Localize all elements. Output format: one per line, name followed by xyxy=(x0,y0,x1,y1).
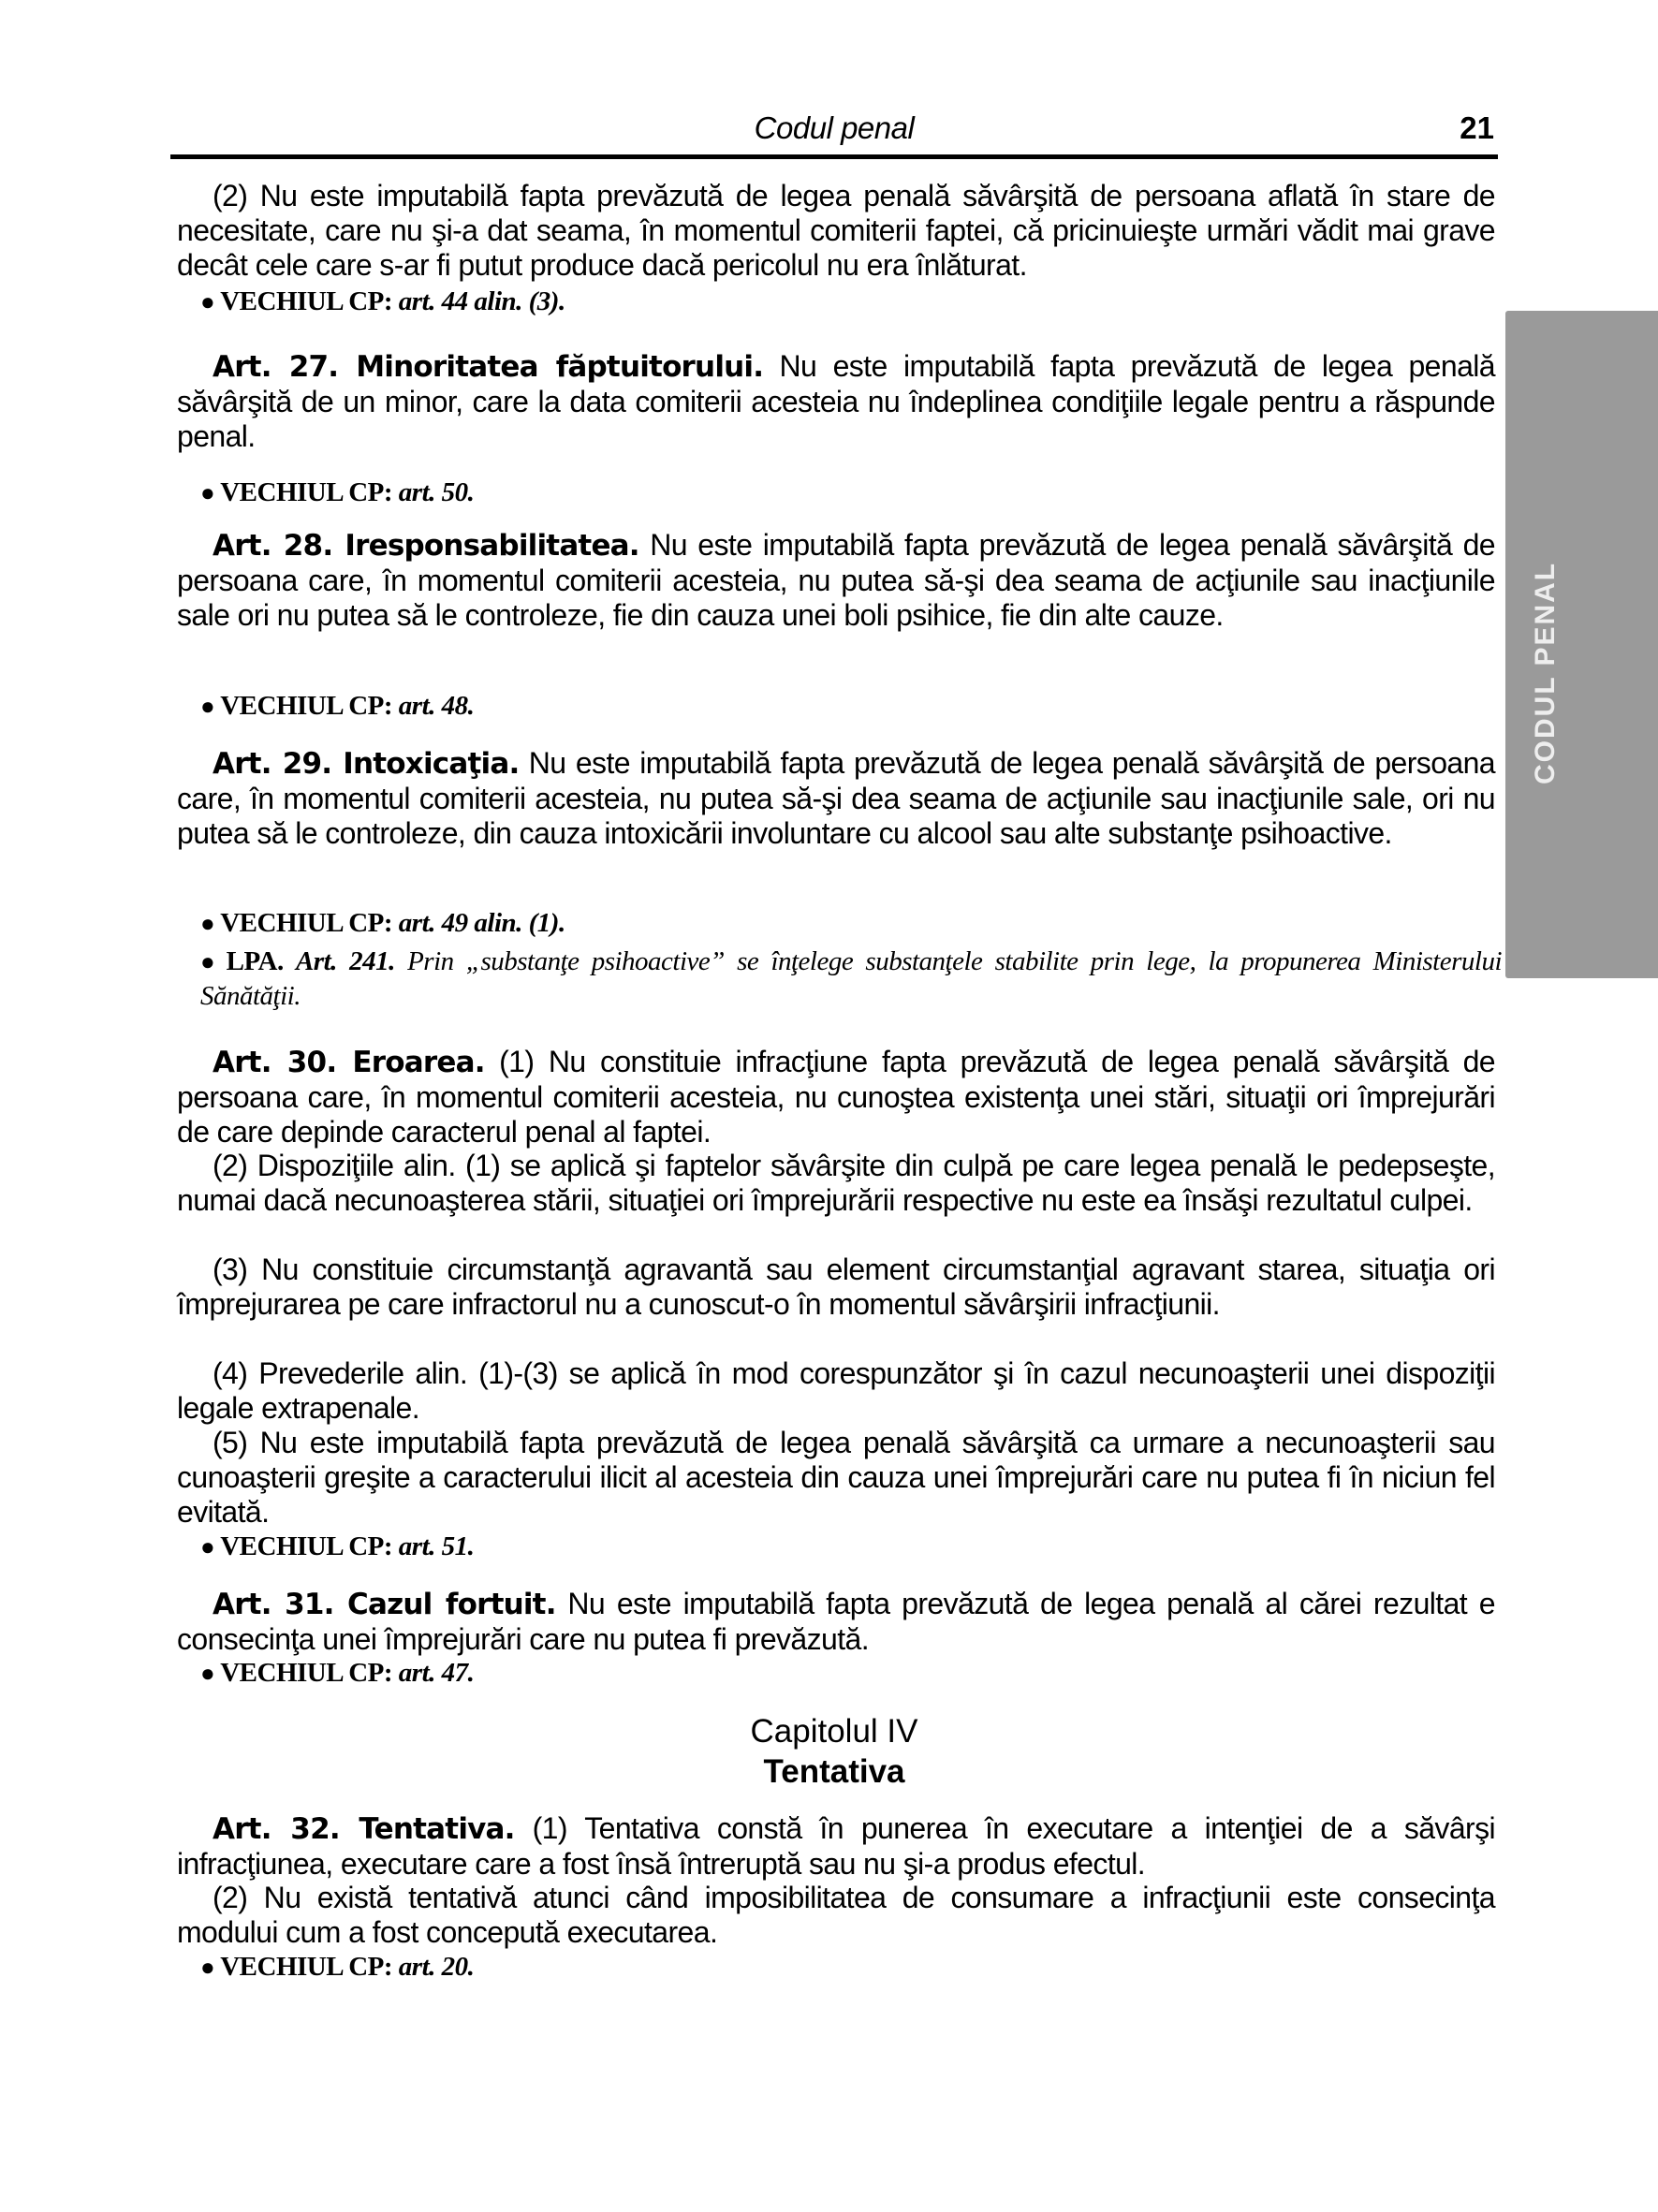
article-heading: Art. 29. Intoxicaţia. xyxy=(213,747,520,781)
article-text: (1) Tentativa constă în punerea în executare a intenţiei de a săvârşi infracţiunea, executare care a fost însă întreruptă sau nu şi-a produs efectul. xyxy=(177,1811,1495,1881)
bullet-icon: ● xyxy=(200,479,215,506)
running-header xyxy=(170,105,1498,152)
article-32-alin2 xyxy=(177,1881,1495,1950)
article-29 xyxy=(177,746,1495,851)
reference-note xyxy=(200,1530,1502,1564)
reference-source: VECHIUL CP: xyxy=(220,1952,393,1982)
article-30-alin5 xyxy=(177,1426,1495,1530)
article-heading: Art. 30. Eroarea. xyxy=(213,1046,485,1079)
side-tab-label: CODUL PENAL xyxy=(1530,561,1561,785)
chapter-number: Capitolul IV xyxy=(750,1713,918,1750)
page-number: 21 xyxy=(1460,110,1494,145)
reference-source: VECHIUL CP: xyxy=(220,691,393,721)
reference-location: art. 48. xyxy=(398,691,475,721)
paragraph-text: (3) Nu constituie circumstanţă agravantă sau element circumstanţial agravant starea, situaţia ori împrejurarea pe care infractorul nu a cunoscut-o în momentul săvârşirii infracţiunii. xyxy=(177,1252,1495,1321)
reference-note xyxy=(200,906,1502,941)
article-30-alin4 xyxy=(177,1356,1495,1426)
reference-location: art. 49 alin. (1). xyxy=(398,908,565,938)
article-text: Nu este imputabilă fapta prevăzută de legea penală săvârşită de un minor, care la data comiterii acesteia nu îndeplinea condiţiile legale pentru a răspunde penal. xyxy=(177,349,1495,453)
reference-source: VECHIUL CP: xyxy=(220,477,393,507)
reference-location: art. 51. xyxy=(398,1531,475,1561)
reference-source: VECHIUL CP: xyxy=(220,1658,393,1688)
paragraph-text: (2) Nu există tentativă atunci când imposibilitatea de consumare a infracţiunii este consecinţa modului cum a fost concepută executarea. xyxy=(177,1881,1495,1949)
reference-text: Prin „substanţe psihoactive” se înţelege substanţele stabilite prin lege, la propunerea Ministerului Sănătăţii. xyxy=(200,946,1503,1011)
article-32 xyxy=(177,1811,1495,1882)
article-text: (1) Nu constituie infracţiune fapta prevăzută de legea penală săvârşită de persoana care, în momentul comiterii acesteia, nu cunoştea existenţa unei stări, situaţii ori împrejurări de care depinde caracterul penal al faptei. xyxy=(177,1045,1495,1149)
article-heading: Art. 28. Iresponsabilitatea. xyxy=(213,529,639,563)
reference-note xyxy=(200,285,1502,319)
article-31 xyxy=(177,1587,1495,1657)
reference-location: art. 50. xyxy=(398,477,475,507)
bullet-icon: ● xyxy=(200,1660,215,1687)
side-thumb-tab xyxy=(1505,311,1658,978)
reference-location: art. 20. xyxy=(398,1952,475,1982)
article-text: Nu este imputabilă fapta prevăzută de legea penală săvârşită de persoana care, în momentul comiterii acesteia, nu putea să-şi dea seama de acţiunile sau inacţiunile sale ori nu putea să le controleze, fie din cauza unei boli psihice, fie din alte cauze. xyxy=(177,528,1495,632)
bullet-icon: ● xyxy=(200,693,215,720)
paragraph-text: (2) Dispoziţiile alin. (1) se aplică şi faptelor săvârşite din culpă pe care legea penală le pedepseşte, numai dacă necunoaşterea stării, situaţiei ori împrejurării respective nu este ea însăşi rezultatul culpei. xyxy=(177,1149,1495,1217)
paragraph-text: (2) Nu este imputabilă fapta prevăzută de legea penală săvârşită de persoana aflată în stare de necesitate, care nu şi-a dat seama, în momentul comiterii faptei, că pricinuieşte urmări vădit mai grave decât cele care s-ar fi putut produce dacă pericolul nu era înlăturat. xyxy=(177,179,1495,282)
article-heading: Art. 31. Cazul fortuit. xyxy=(213,1588,556,1621)
reference-location: art. 47. xyxy=(398,1658,475,1688)
chapter-title: Tentativa xyxy=(763,1753,905,1790)
running-title: Codul penal xyxy=(754,110,915,145)
paragraph-art26-alin2 xyxy=(177,179,1495,283)
reference-note-lpa xyxy=(200,945,1502,1014)
reference-note xyxy=(200,476,1502,510)
article-28 xyxy=(177,528,1495,633)
bullet-icon: ● xyxy=(200,948,221,975)
article-text: Nu este imputabilă fapta prevăzută de legea penală al cărei rezultat e consecinţa unei împrejurări care nu putea fi prevăzută. xyxy=(177,1587,1495,1656)
article-30-alin3 xyxy=(177,1252,1495,1322)
article-27 xyxy=(177,349,1495,454)
article-30-alin2 xyxy=(177,1149,1495,1218)
bullet-icon: ● xyxy=(200,1533,215,1560)
bullet-icon: ● xyxy=(200,288,215,315)
bullet-icon: ● xyxy=(200,910,215,937)
article-text: Nu este imputabilă fapta prevăzută de legea penală săvârşită de persoana care, în momentul comiterii acesteia, nu putea să-şi dea seama de acţiunile sau inacţiunile sale, ori nu putea să le controleze, din cauza intoxicării involuntare cu alcool sau alte substanţe psihoactive. xyxy=(177,746,1495,850)
article-30 xyxy=(177,1045,1495,1150)
reference-location: Art. 241. xyxy=(295,946,395,976)
reference-note xyxy=(200,1950,1502,1985)
reference-location: art. 44 alin. (3). xyxy=(398,286,565,316)
reference-source: VECHIUL CP: xyxy=(220,908,393,938)
article-heading: Art. 27. Minoritatea făptuitorului. xyxy=(213,350,764,384)
reference-source: VECHIUL CP: xyxy=(220,1531,393,1561)
reference-note xyxy=(200,1656,1502,1691)
bullet-icon: ● xyxy=(200,1954,215,1981)
reference-source: LPA. xyxy=(226,946,284,976)
paragraph-text: (5) Nu este imputabilă fapta prevăzută de legea penală săvârşită ca urmare a necunoaşterii sau cunoaşterii greşite a caracterului ilicit al acesteia din cauza unei împrejurări care nu putea fi în niciun fel evitată. xyxy=(177,1426,1495,1529)
reference-source: VECHIUL CP: xyxy=(220,286,393,316)
article-heading: Art. 32. Tentativa. xyxy=(213,1812,515,1846)
paragraph-text: (4) Prevederile alin. (1)-(3) se aplică în mod corespunzător şi în cazul necunoaşterii unei dispoziţii legale extrapenale. xyxy=(177,1356,1495,1425)
header-rule xyxy=(170,154,1498,159)
reference-note xyxy=(200,689,1502,724)
